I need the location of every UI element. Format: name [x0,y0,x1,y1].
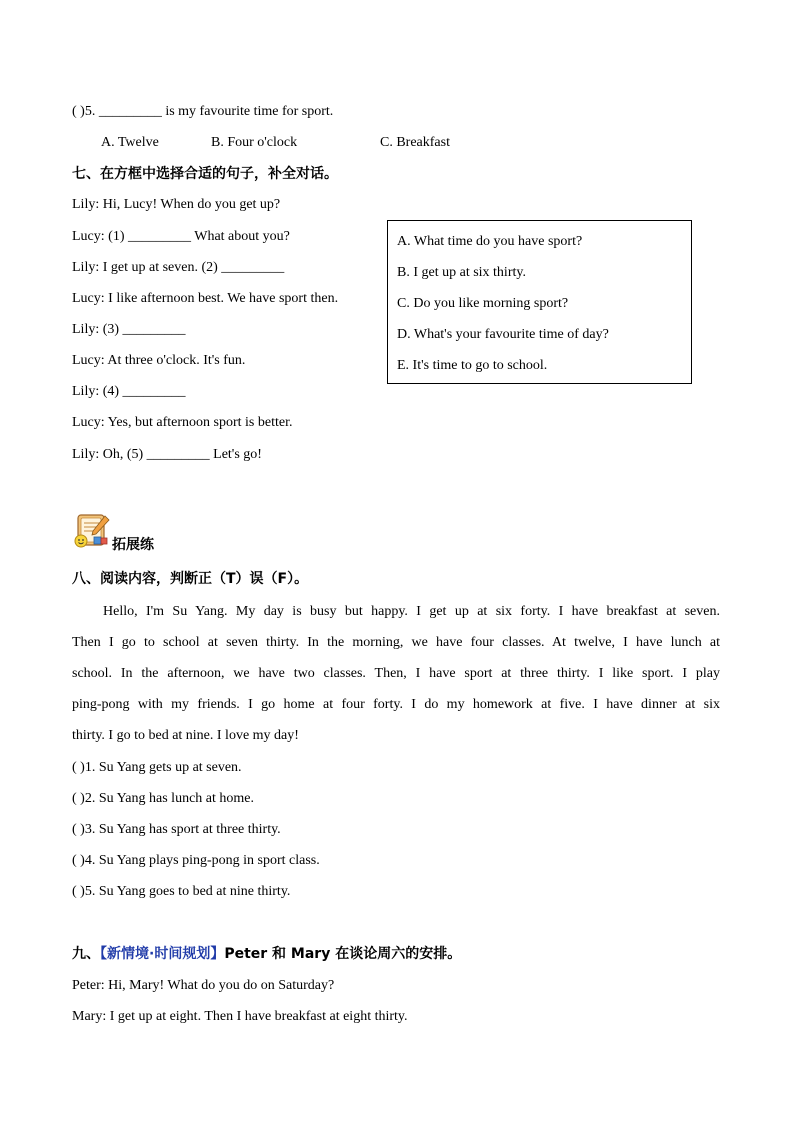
dialog-line: Lucy: At three o'clock. It's fun. [72,353,246,368]
dialog-line: Lucy: (1) _________ What about you? [72,229,290,244]
extension-label: 拓展练 [112,537,154,553]
section-8-title: 八、阅读内容，判断正（T）误（F）。 [72,571,309,587]
option-c: C. Breakfast [380,135,450,150]
section-9-prefix: 九、 [72,946,100,962]
passage-line: Hello, I'm Su Yang. My day is busy but happy. I get up at six forty. I have breakfast at seven. [103,604,720,619]
dialog-line: Lucy: Yes, but afternoon sport is better. [72,415,293,430]
notebook-icon [72,512,112,550]
dialog-line: Lily: Hi, Lucy! When do you get up? [72,197,281,212]
box-option: B. I get up at six thirty. [397,265,526,280]
question-5-sec6: ( )5. _________ is my favourite time for sport. [72,104,334,119]
dialog-line: Lily: (3) _________ [72,322,186,337]
box-option: C. Do you like morning sport? [397,296,569,311]
dialog-line: Lily: Oh, (5) _________ Let's go! [72,447,262,462]
tf-question: ( )5. Su Yang goes to bed at nine thirty. [72,884,291,899]
section-9-rest: Peter 和 Mary 在谈论周六的安排。 [224,946,462,962]
tf-question: ( )1. Su Yang gets up at seven. [72,760,242,775]
section-9-title [72,945,461,963]
box-option: E. It's time to go to school. [397,358,548,373]
dialog-line: Lily: I get up at seven. (2) _________ [72,260,285,275]
dialog-line: Lily: (4) _________ [72,384,186,399]
section-9-tag: 【新情境·时间规划】 [100,946,225,962]
passage-line: ping-pong with my friends. I go home at four forty. I do my homework at five. I have dinner at six [72,697,720,712]
passage-line: Then I go to school at seven thirty. In the morning, we have four classes. At twelve, I have lunch at [72,635,720,650]
tf-question: ( )4. Su Yang plays ping-pong in sport class. [72,853,320,868]
dialog-line: Mary: I get up at eight. Then I have breakfast at eight thirty. [72,1009,408,1024]
tf-question: ( )3. Su Yang has sport at three thirty. [72,822,281,837]
option-b: B. Four o'clock [211,135,298,150]
passage-line: school. In the afternoon, we have two classes. Then, I have sport at three thirty. I like sport. I play [72,666,720,681]
dialog-line: Peter: Hi, Mary! What do you do on Saturday? [72,978,335,993]
passage-line: thirty. I go to bed at nine. I love my day! [72,728,299,743]
options-box [387,220,692,384]
option-a: A. Twelve [101,135,159,150]
box-option: A. What time do you have sport? [397,234,583,249]
section-7-title: 七、在方框中选择合适的句子，补全对话。 [72,166,338,182]
tf-question: ( )2. Su Yang has lunch at home. [72,791,254,806]
box-option: D. What's your favourite time of day? [397,327,609,342]
dialog-line: Lucy: I like afternoon best. We have sport then. [72,291,339,306]
